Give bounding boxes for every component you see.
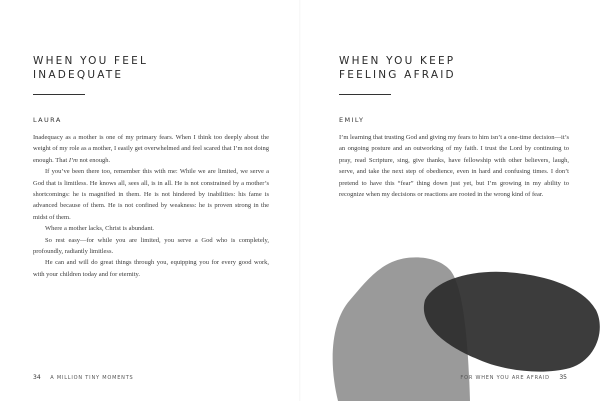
right-body-text	[339, 132, 569, 200]
right-paragraph: I’m learning that trusting God and giving my fears to him isn’t a one-time decision—it’s an ongoing posture and an outworking of my faith. I trust the Lord by continuing to pray, read Scripture, sing, give thanks, have fellowship with other believers, laugh, serve, and take the next step of obedience, even in hard and confusing times. I don’t pretend to have this “fear” thing down just yet, but I’m growing in my ability to recognize when my decisions or reactions are rooted in the wrong kind of fear.	[339, 134, 569, 199]
left-body-text	[33, 132, 269, 280]
right-page-number: 35	[559, 374, 567, 381]
right-title-line-2: FEELING AFRAID	[339, 69, 456, 81]
left-paragraph: Where a mother lacks, Christ is abundant.	[45, 225, 155, 233]
right-title-line-1: WHEN YOU KEEP	[339, 55, 456, 67]
left-title-rule	[33, 94, 85, 95]
left-author-name: LAURA	[33, 116, 62, 124]
left-page-number: 34	[33, 374, 41, 381]
left-folio	[33, 374, 134, 381]
left-paragraph: So rest easy—for while you are limited, you serve a God who is completely, profoundly, radiantly limitless.	[33, 236, 269, 256]
left-running-head: A MILLION TINY MOMENTS	[50, 375, 134, 381]
right-folio	[460, 374, 567, 381]
right-running-head: FOR WHEN YOU ARE AFRAID	[460, 375, 550, 381]
left-title-line-2: INADEQUATE	[33, 69, 124, 81]
right-chapter-title	[339, 54, 456, 82]
left-title-line-1: WHEN YOU FEEL	[33, 55, 148, 67]
left-paragraph: If you’ve been there too, remember this with me: While we are limited, we serve a God that is limitless. He knows all, sees all, is in all. He is not constrained by a mother’s shortcomings: he is magnified in them. He is not hindered by inabilities: his fame is advanced because of them. He is not confined by weakness: he is proven strong in the midst of them.	[33, 168, 269, 221]
right-page	[300, 0, 600, 401]
right-title-rule	[339, 94, 391, 95]
right-author-name: EMILY	[339, 116, 365, 124]
emphasis-im: I’m	[68, 156, 78, 164]
left-paragraph: He can and will do great things through you, equipping you for every good work, with your children today and for eternity.	[33, 259, 269, 278]
left-paragraph	[33, 132, 269, 166]
left-paragraph-1-text: Inadequacy as a mother is one of my primary fears. When I think too deeply about the weight of my role as a mother, I easily get overwhelmed and feel scared that I’m not doing enough. That I’m not enough.	[33, 134, 269, 164]
left-chapter-title	[33, 54, 148, 82]
